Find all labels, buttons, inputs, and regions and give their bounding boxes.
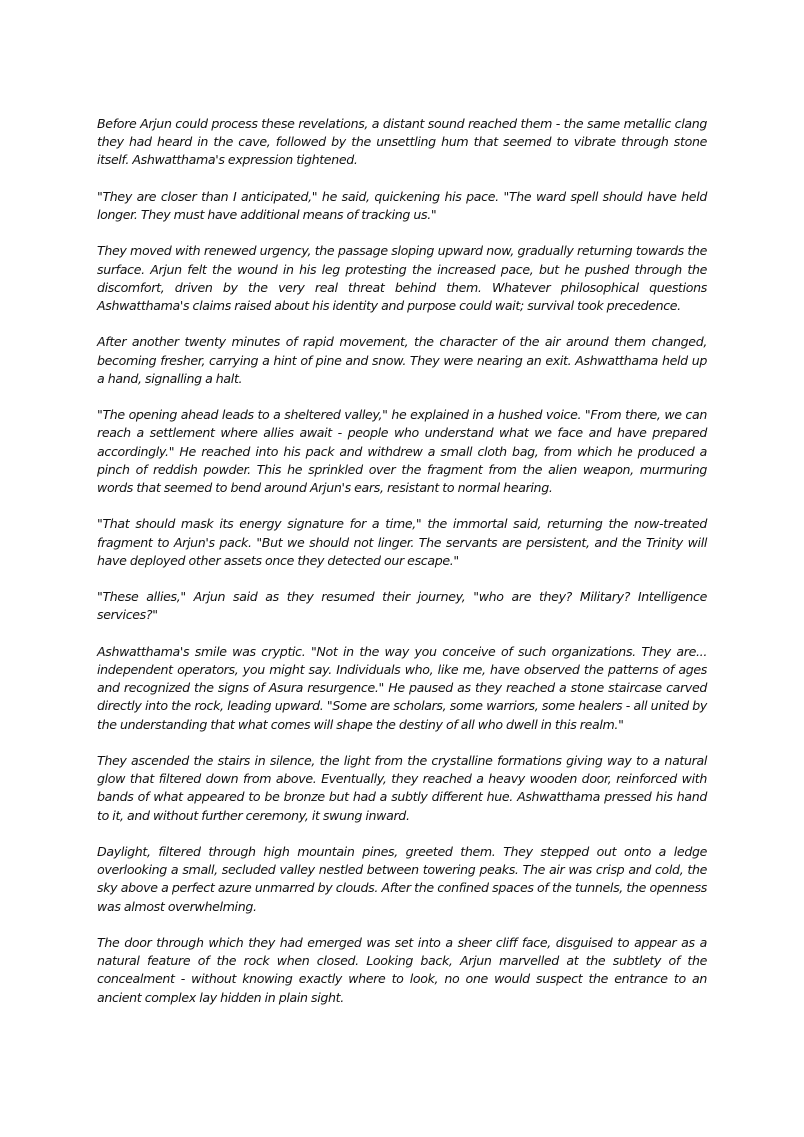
paragraph: They ascended the stairs in silence, the light from the crystalline formations giving way to a natural glow that filtered down from above. Eventually, they reached a heavy wooden door, reinforced with bands of what appeared to be bronze but had a subtly different hue. Ashwatthama pressed his hand to it, and without further ceremony, it swung inward.: [97, 752, 707, 823]
paragraph: They moved with renewed urgency, the passage sloping upward now, gradually returning towards the surface. Arjun felt the wound in his leg protesting the increased pace, but he pushed through the discomfort, driven by the very real threat behind them. Whatever philosophical questions Ashwatthama's claims raised about his identity and purpose could wait; survival took precedence.: [97, 243, 707, 313]
paragraph: "They are closer than I anticipated," he said, quickening his pace. "The ward spell should have held longer. They must have additional means of tracking us.": [97, 188, 707, 222]
paragraph: Ashwatthama's smile was cryptic. "Not in the way you conceive of such organizations. They are... independent operators, you might say. Individuals who, like me, have observed the patterns of ages and recognized the signs of Asura resurgence." He paused as they reached a stone staircase carved directly into the rock, leading upward. "Some are scholars, some warriors, some healers - all united by the understanding that what comes will shape the destiny of all who dwell in this realm.": [97, 643, 707, 732]
paragraph: "These allies," Arjun said as they resumed their journey, "who are they? Military? Intelligence services?": [97, 589, 707, 623]
paragraph: "The opening ahead leads to a sheltered valley," he explained in a hushed voice. "From there, we can reach a settlement where allies await - people who understand what we face and have prepared accordingly." He reached into his pack and withdrew a small cloth bag, from which he produced a pinch of reddish powder. This he sprinkled over the fragment from the alien weapon, murmuring words that seemed to bend around Arjun's ears, resistant to normal hearing.: [97, 407, 707, 495]
paragraph: "That should mask its energy signature for a time," the immortal said, returning the now-treated fragment to Arjun's pack. "But we should not linger. The servants are persistent, and the Trinity will have deployed other assets once they detected our escape.": [97, 516, 707, 568]
paragraph: The door through which they had emerged was set into a sheer cliff face, disguised to appear as a natural feature of the rock when closed. Looking back, Arjun marvelled at the subtlety of the concealment - without knowing exactly where to look, no one would suspect the entrance to an ancient complex lay hidden in plain sight.: [97, 934, 707, 1005]
paragraph: After another twenty minutes of rapid movement, the character of the air around them changed, becoming fresher, carrying a hint of pine and snow. They were nearing an exit. Ashwatthama held up a hand, signalling a halt.: [97, 334, 707, 386]
document-page: [97, 115, 707, 1025]
paragraph: Before Arjun could process these revelations, a distant sound reached them - the same metallic clang they had heard in the cave, followed by the unsettling hum that seemed to vibrate through stone itself. Ashwatthama's expression tightened.: [97, 116, 707, 168]
paragraph: Daylight, filtered through high mountain pines, greeted them. They stepped out onto a ledge overlooking a small, secluded valley nestled between towering peaks. The air was crisp and cold, the sky above a perfect azure unmarred by clouds. After the confined spaces of the tunnels, the openness was almost overwhelming.: [97, 843, 707, 914]
